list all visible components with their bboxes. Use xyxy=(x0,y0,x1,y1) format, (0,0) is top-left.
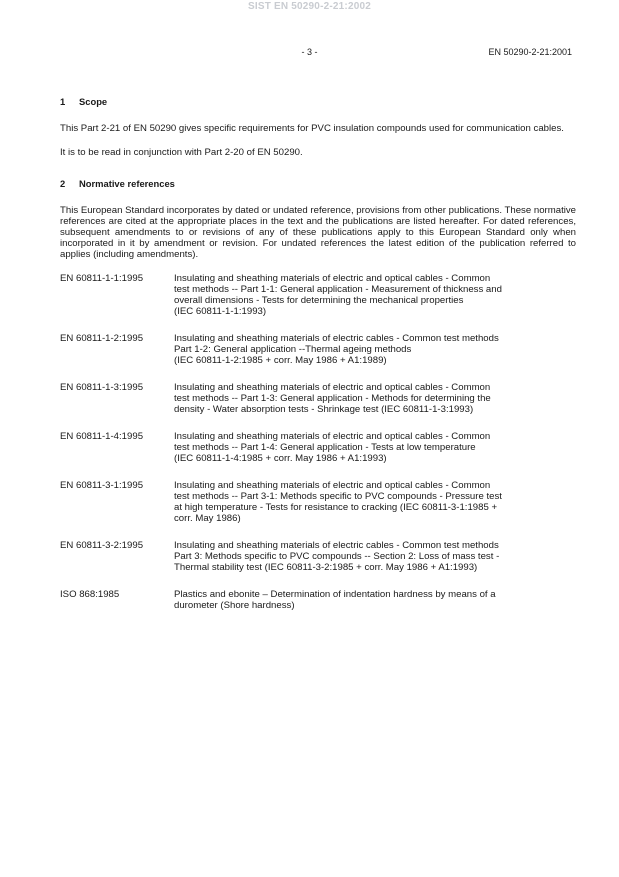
scope-heading xyxy=(60,96,576,107)
reference-title-line: test methods -- Part 1-4: General application - Tests at low temperature xyxy=(174,442,476,453)
reference-title xyxy=(174,273,576,317)
reference-title xyxy=(174,333,576,366)
reference-code: EN 60811-3-1:1995 xyxy=(60,480,144,491)
reference-title-line: corr. May 1986) xyxy=(174,513,241,524)
reference-title xyxy=(174,382,576,415)
scope-number: 1 xyxy=(60,96,66,107)
page-content xyxy=(60,96,576,627)
reference-entry xyxy=(60,589,576,611)
reference-title-line: durometer (Shore hardness) xyxy=(174,600,295,611)
reference-code: EN 60811-1-2:1995 xyxy=(60,333,144,344)
page-number: - 3 - xyxy=(301,47,318,57)
normative-references-heading xyxy=(60,178,576,189)
reference-entry xyxy=(60,382,576,415)
reference-code: EN 60811-3-2:1995 xyxy=(60,540,144,551)
reference-title-line: density - Water absorption tests - Shrinkage test (IEC 60811-1-3:1993) xyxy=(174,404,474,415)
reference-code: EN 60811-1-4:1995 xyxy=(60,431,144,442)
document-id: EN 50290-2-21:2001 xyxy=(488,47,572,57)
normative-references-intro: This European Standard incorporates by dated or undated reference, provisions from other publications. These normative references are cited at the appropriate places in the text and the publications are listed hereafter. For dated references, subsequent amendments to or revisions of any of these publications apply to this European Standard only when incorporated in it by amendment or revision. For undated references the latest edition of the publication referred to applies (including amendments). xyxy=(60,205,576,260)
reference-code: EN 60811-1-3:1995 xyxy=(60,382,144,393)
reference-title-line: Insulating and sheathing materials of electric and optical cables - Common xyxy=(174,382,491,393)
reference-title-line: (IEC 60811-1-4:1985 + corr. May 1986 + A1:1993) xyxy=(174,453,387,464)
reference-title-line: Insulating and sheathing materials of electric and optical cables - Common xyxy=(174,273,491,284)
reference-entry xyxy=(60,431,576,464)
reference-entry xyxy=(60,540,576,573)
reference-title-line: test methods -- Part 1-1: General application - Measurement of thickness and xyxy=(174,284,502,295)
reference-list xyxy=(60,273,576,611)
reference-entry xyxy=(60,333,576,366)
reference-title-line: (IEC 60811-1-1:1993) xyxy=(174,306,267,317)
reference-title-line: Insulating and sheathing materials of electric and optical cables - Common xyxy=(174,431,491,442)
reference-entry xyxy=(60,480,576,524)
reference-title xyxy=(174,431,576,464)
scope-title: Scope xyxy=(79,96,108,107)
reference-title xyxy=(174,540,576,573)
reference-title-line: Insulating and sheathing materials of electric cables - Common test methods xyxy=(174,333,499,344)
reference-title-line: (IEC 60811-1-2:1985 + corr. May 1986 + A1:1989) xyxy=(174,355,387,366)
reference-title-line: overall dimensions - Tests for determining the mechanical properties xyxy=(174,295,464,306)
reference-title-line: Plastics and ebonite – Determination of indentation hardness by means of a xyxy=(174,589,496,600)
scope-paragraph-2: It is to be read in conjunction with Part 2-20 of EN 50290. xyxy=(60,147,303,158)
normative-references-title: Normative references xyxy=(79,178,175,189)
reference-entry xyxy=(60,273,576,317)
reference-title-line: Insulating and sheathing materials of electric and optical cables - Common xyxy=(174,480,491,491)
reference-title xyxy=(174,480,576,524)
reference-code: ISO 868:1985 xyxy=(60,589,120,600)
normative-references-number: 2 xyxy=(60,178,66,189)
reference-title-line: Part 3: Methods specific to PVC compounds -- Section 2: Loss of mass test - xyxy=(174,551,500,562)
reference-title xyxy=(174,589,576,611)
scope-paragraph-1: This Part 2-21 of EN 50290 gives specific requirements for PVC insulation compounds used for communication cables. xyxy=(60,123,564,134)
reference-title-line: Thermal stability test (IEC 60811-3-2:1985 + corr. May 1986 + A1:1993) xyxy=(174,562,478,573)
reference-title-line: Part 1-2: General application --Thermal ageing methods xyxy=(174,344,412,355)
reference-title-line: test methods -- Part 3-1: Methods specific to PVC compounds - Pressure test xyxy=(174,491,502,502)
watermark: SIST EN 50290-2-21:2002 xyxy=(247,1,371,12)
reference-title-line: at high temperature - Tests for resistance to cracking (IEC 60811-3-1:1985 + xyxy=(174,502,498,513)
reference-code: EN 60811-1-1:1995 xyxy=(60,273,144,284)
reference-title-line: Insulating and sheathing materials of electric cables - Common test methods xyxy=(174,540,499,551)
reference-title-line: test methods -- Part 1-3: General application - Methods for determining the xyxy=(174,393,491,404)
